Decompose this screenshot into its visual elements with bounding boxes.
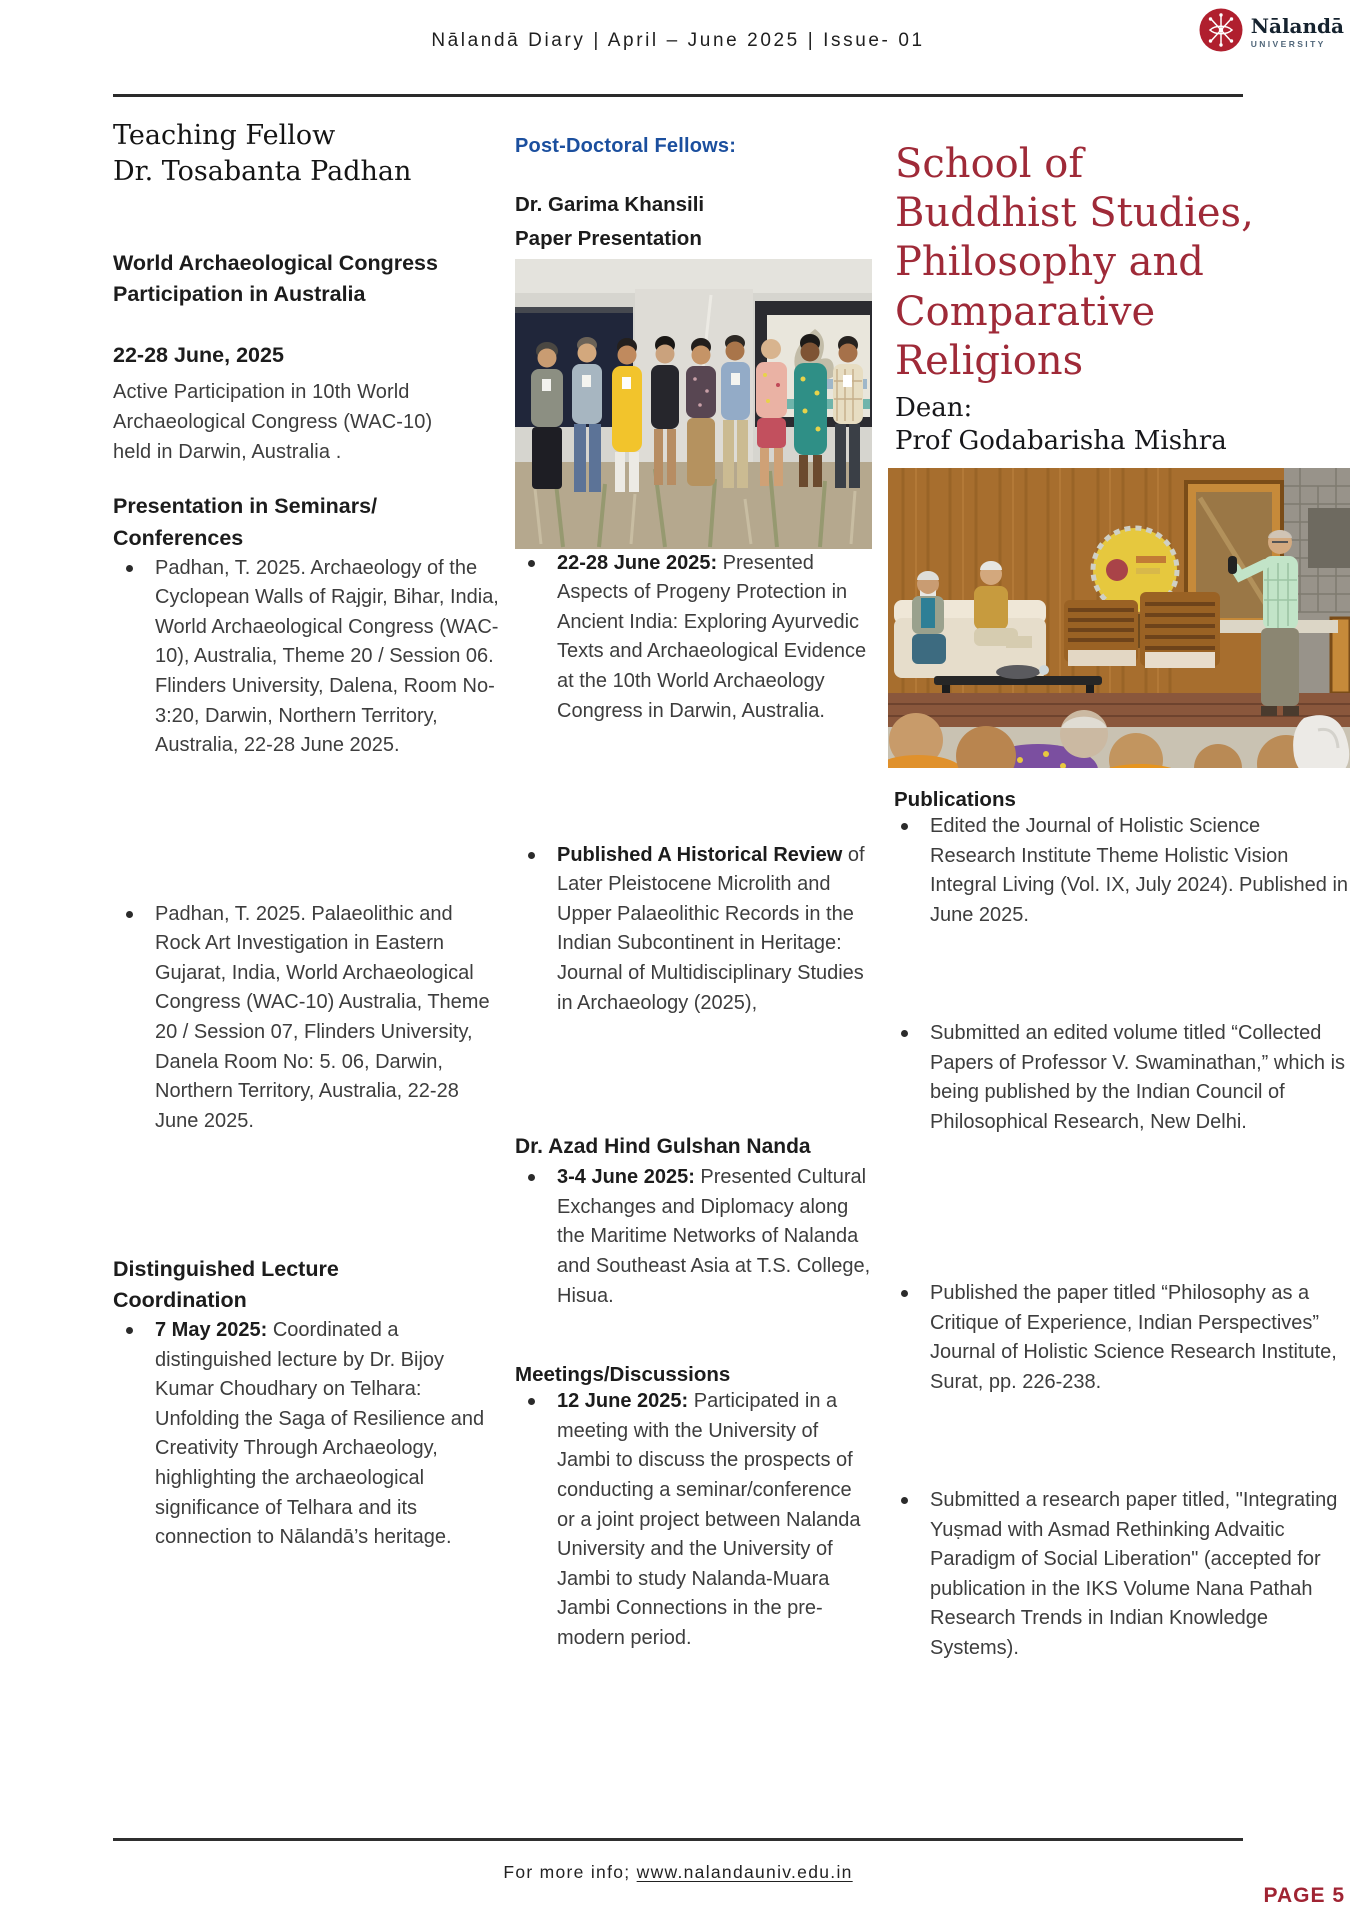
wac-date: 22-28 June, 2025 — [113, 343, 284, 368]
list-item: 3-4 June 2025: Presented Cultural Exchanges and Diplomacy along the Maritime Networks of Nalanda and Southeast Asia at T.S. College, Hisua. — [515, 1163, 872, 1337]
header-divider — [113, 94, 1243, 97]
university-name: Nālandā — [1250, 14, 1344, 38]
publications-heading: Publications — [894, 787, 1016, 811]
dean-label: Dean: — [895, 392, 973, 423]
khansili-group-photo — [515, 259, 872, 549]
lecture-heading: Distinguished Lecture Coordination — [113, 1256, 339, 1312]
publications-bullet-list — [888, 812, 1350, 1664]
list-item: 22-28 June 2025: Presented Aspects of Progeny Protection in Ancient India: Exploring Ayurvedic Texts and Archaeological Evidence at the 10th World Archaeology Congress in Darwin, Australia. — [515, 549, 872, 807]
list-item: 7 May 2025: Coordinated a distinguished lecture by Dr. Bijoy Kumar Choudhary on Telhara: Unfolding the Saga of Resilience and Creativity Through Archaeology, highlighting the archaeological significance of Telhara and its connection to Nālandā’s heritage. — [113, 1316, 500, 1553]
university-subtitle: UNIVERSITY — [1250, 39, 1326, 49]
nanda-bullet-list — [515, 1163, 872, 1337]
list-item: Published the paper titled “Philosophy as a Critique of Experience, Indian Perspectives” Journal of Holistic Science Research Institute, Surat, pp. 226-238. — [888, 1279, 1350, 1454]
masthead-title: Nālandā Diary | April – June 2025 | Issue- 01 — [431, 30, 925, 51]
wac-heading: World Archaeological Congress Participation in Australia — [113, 250, 438, 306]
lecture-bullet-list — [113, 1316, 500, 1553]
school-title: School of Buddhist Studies, Philosophy and Comparative Religions — [895, 141, 1254, 384]
university-seal-icon — [1198, 7, 1244, 58]
postdoc-section-label: Post-Doctoral Fellows: — [515, 135, 737, 157]
dean-block — [888, 392, 1350, 458]
right-column — [888, 128, 1350, 1664]
dean-name: Prof Godabarisha Mishra — [895, 425, 1227, 456]
footer-divider — [113, 1838, 1243, 1841]
fellow-title-block — [113, 118, 500, 190]
list-item: 12 June 2025: Participated in a meeting with the University of Jambi to discuss the prospects of conducting a seminar/conference or a joint project between Nalanda University and the University of Jambi to study Nalanda-Muara Jambi Connections in the pre-modern period. — [515, 1387, 872, 1653]
fellow-name: Dr. Tosabanta Padhan — [113, 155, 412, 187]
khansili-heading: Dr. Garima Khansili Paper Presentation — [515, 193, 705, 250]
fellow-role: Teaching Fellow — [113, 120, 336, 151]
university-logo — [1198, 7, 1344, 58]
list-item: Published A Historical Review of Later Pleistocene Microlith and Upper Palaeolithic Records in the Indian Subcontinent in Heritage: Journal of Multidisciplinary Studies in Archaeology (2025), — [515, 841, 872, 1071]
page-number: PAGE 5 — [1263, 1884, 1345, 1907]
footer-info — [0, 1862, 1356, 1883]
list-item: Submitted an edited volume titled “Collected Papers of Professor V. Swaminathan,” which is being published by the Indian Council of Philosophical Research, New Delhi. — [888, 1019, 1350, 1247]
buddhist-studies-lecture-photo — [888, 468, 1350, 768]
nanda-heading: Dr. Azad Hind Gulshan Nanda — [515, 1134, 811, 1158]
footer-website-link[interactable]: www.nalandauniv.edu.in — [636, 1862, 853, 1882]
seminar-bullet-list — [113, 554, 500, 1218]
left-column — [113, 118, 500, 1553]
meetings-heading: Meetings/Discussions — [515, 1363, 731, 1387]
footer-info-label: For more info; — [503, 1862, 631, 1882]
wac-description: Active Participation in 10th World Archaeological Congress (WAC-10) held in Darwin, Australia . — [113, 381, 433, 464]
meetings-bullet-list — [515, 1387, 872, 1653]
middle-column — [515, 135, 872, 1654]
seminars-heading: Presentation in Seminars/ Conferences — [113, 494, 378, 550]
list-item: Padhan, T. 2025. Archaeology of the Cyclopean Walls of Rajgir, Bihar, India, World Archaeological Congress (WAC-10), Australia, Theme 20 / Session 06. Flinders University, Dalena, Room No-3:20, Darwin, Northern Territory, Australia, 22-28 June 2025. — [113, 554, 500, 872]
list-item: Edited the Journal of Holistic Science Research Institute Theme Holistic Vision Integral Living (Vol. IX, July 2024). Published in June 2025. — [888, 812, 1350, 987]
list-item: Padhan, T. 2025. Palaeolithic and Rock Art Investigation in Eastern Gujarat, India, World Archaeological Congress (WAC-10) Australia, Theme 20 / Session 07, Flinders University, Danela Room No: 5. 06, Darwin, Northern Territory, Australia, 22-28 June 2025. — [113, 900, 500, 1218]
university-wordmark — [1251, 16, 1344, 49]
khansili-bullet-list — [515, 549, 872, 1071]
list-item: Submitted a research paper titled, "Integrating Yuṣmad with Asmad Rethinking Advaitic Paradigm of Social Liberation" (accepted for publication in the IKS Volume Nana Pathah Research Trends in Indian Knowledge Systems). — [888, 1486, 1350, 1664]
